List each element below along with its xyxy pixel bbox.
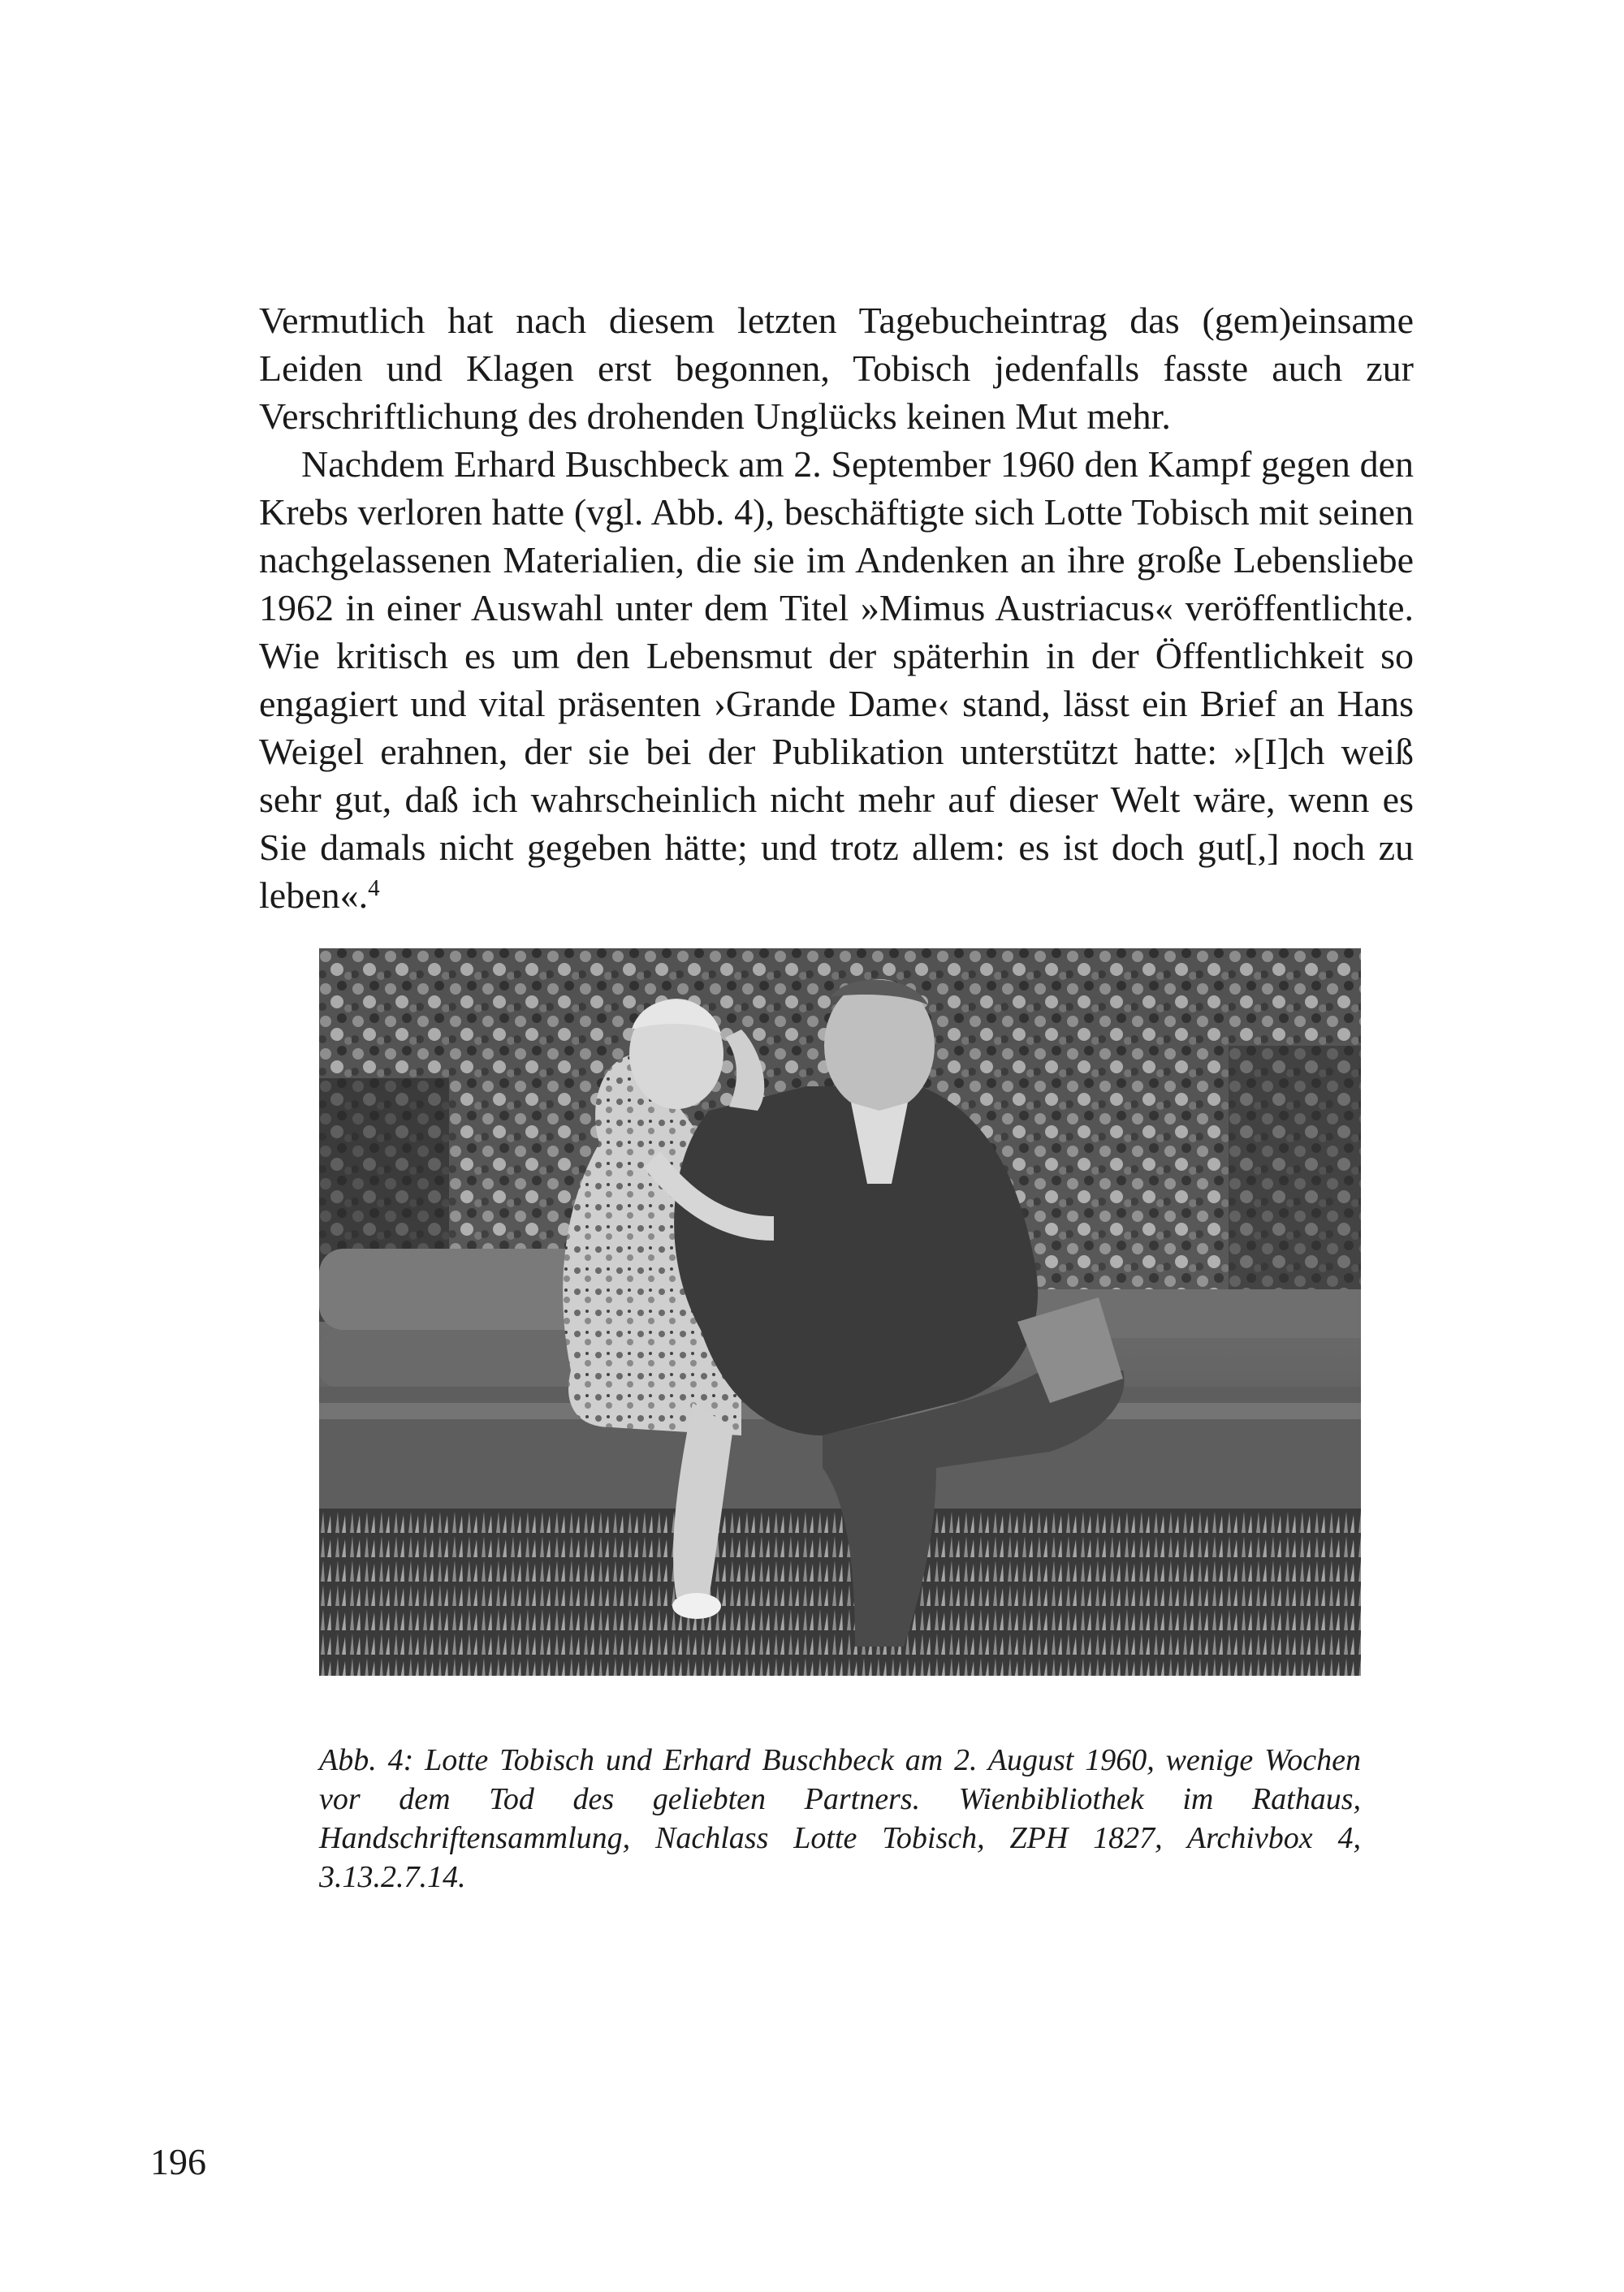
photo-image — [319, 948, 1361, 1676]
footnote-ref[interactable]: 4 — [368, 875, 380, 901]
paragraph-2 — [259, 440, 1414, 919]
page-number: 196 — [150, 2141, 206, 2182]
paragraph-2-text: Nachdem Erhard Buschbeck am 2. September 1960 den Kampf gegen den Krebs verloren hatte (vgl. Abb. 4), beschäftigte sich Lotte Tobisch mit seinen nachgelassenen Materialien, die sie im Andenken an ihre große Lebensliebe 1962 in einer Auswahl unter dem Titel »Mimus Austriacus« veröffentlichte. Wie kritisch es um den Lebensmut der späterhin in der Öffentlichkeit so engagiert und vital präsenten ›Grande Dame‹ stand, lässt ein Brief an Hans Weigel erahnen, der sie bei der Publikation unterstützt hatte: »[I]ch weiß sehr gut, daß ich wahrscheinlich nicht mehr auf dieser Welt wäre, wenn es Sie damals nicht gegeben hätte; und trotz allem: es ist doch gut[,] noch zu leben«. — [259, 443, 1414, 916]
figure-caption: Abb. 4: Lotte Tobisch und Erhard Buschbeck am 2. August 1960, wenige Wochen vor dem Tod des geliebten Partners. Wienbibliothek im Rathaus, Handschriftensammlung, Nachlass Lotte Tobisch, ZPH 1827, Archivbox 4, 3.13.2.7.14. — [319, 1743, 1361, 1894]
paragraph-1: Vermutlich hat nach diesem letzten Tagebucheintrag das (gem)einsame Leiden und Klagen erst begonnen, Tobisch jedenfalls fasste auch zur Verschriftlichung des drohenden Unglücks keinen Mut mehr. — [259, 300, 1414, 437]
figure-photo — [319, 948, 1361, 1676]
body-text — [259, 296, 1414, 919]
